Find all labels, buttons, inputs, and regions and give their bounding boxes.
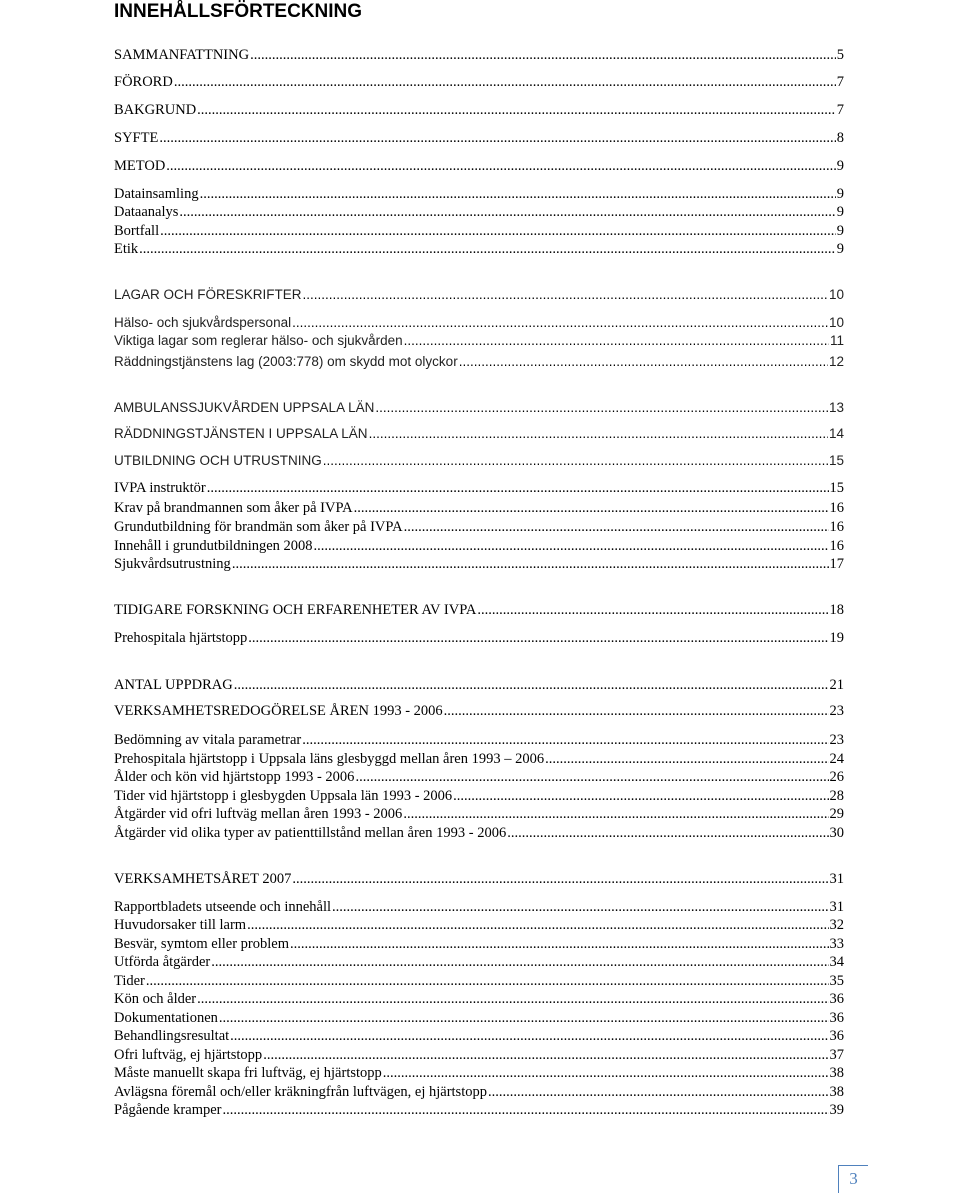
toc-entry-label: VERKSAMHETSREDOGÖRELSE ÅREN 1993 - 2006 — [114, 703, 443, 719]
toc-leader-dots — [507, 824, 828, 842]
toc-entry[interactable] — [114, 537, 844, 555]
toc-entry[interactable] — [114, 750, 844, 768]
toc-entry-page: 7 — [836, 102, 844, 118]
toc-leader-dots — [444, 702, 829, 720]
toc-entry-label: BAKGRUND — [114, 102, 197, 118]
toc-entry[interactable] — [114, 73, 844, 91]
toc-entry-label: Hälso- och sjukvårdspersonal — [114, 315, 292, 330]
toc-entry-label: LAGAR OCH FÖRESKRIFTER — [114, 287, 302, 302]
toc-entry-page: 11 — [829, 333, 844, 348]
toc-entry[interactable] — [114, 1009, 844, 1027]
toc-entry[interactable] — [114, 676, 844, 694]
toc-entry[interactable] — [114, 425, 844, 443]
toc-leader-dots — [314, 537, 829, 555]
toc-entry-page: 14 — [828, 426, 844, 441]
toc-entry-label: Ålder och kön vid hjärtstopp 1993 - 2006 — [114, 769, 355, 785]
toc-entry-label: Pågående kramper — [114, 1102, 222, 1118]
toc-entry-label: Innehåll i grundutbildningen 2008 — [114, 538, 313, 554]
toc-leader-dots — [292, 314, 828, 332]
toc-leader-dots — [369, 425, 828, 443]
toc-entry-label: Räddningstjänstens lag (2003:778) om skydd mot olyckor — [114, 354, 458, 369]
toc-leader-dots — [247, 916, 828, 934]
toc-leader-dots — [159, 129, 835, 147]
toc-entry-label: Åtgärder vid ofri luftväg mellan åren 1993 - 2006 — [114, 806, 403, 822]
toc-entry-page: 9 — [836, 204, 844, 220]
toc-entry-label: IVPA instruktör — [114, 480, 206, 496]
toc-entry[interactable] — [114, 332, 844, 350]
toc-entry[interactable] — [114, 601, 844, 619]
toc-entry-label: Avlägsna föremål och/eller kräkningfrån luftvägen, ej hjärtstopp — [114, 1084, 487, 1100]
toc-entry-label: Tider — [114, 973, 145, 989]
toc-entry-label: AMBULANSSJUKVÅRDEN UPPSALA LÄN — [114, 400, 375, 415]
toc-entry-label: Bedömning av vitala parametrar — [114, 732, 302, 748]
toc-entry-label: Utförda åtgärder — [114, 954, 211, 970]
toc-entry-page: 8 — [836, 130, 844, 146]
toc-entry-label: SYFTE — [114, 130, 159, 146]
toc-entry-label: Grundutbildning för brandmän som åker på IVPA — [114, 519, 403, 535]
toc-entry-page: 10 — [828, 287, 844, 302]
toc-entry-label: Prehospitala hjärtstopp i Uppsala läns glesbyggd mellan åren 1993 – 2006 — [114, 751, 545, 767]
toc-leader-dots — [139, 240, 836, 258]
toc-entry-page: 9 — [836, 241, 844, 257]
toc-entry[interactable] — [114, 399, 844, 417]
toc-entry-label: Ofri luftväg, ej hjärtstopp — [114, 1047, 263, 1063]
toc-entry[interactable] — [114, 768, 844, 786]
page-title: INNEHÅLLSFÖRTECKNING — [114, 1, 363, 22]
toc-entry[interactable] — [114, 222, 844, 240]
toc-entry[interactable] — [114, 898, 844, 916]
toc-entry-label: Rapportbladets utseende och innehåll — [114, 899, 332, 915]
toc-leader-dots — [197, 990, 828, 1008]
toc-entry-label: Besvär, symtom eller problem — [114, 936, 289, 952]
toc-entry-label: SAMMANFATTNING — [114, 47, 250, 63]
toc-entry-label: Tider vid hjärtstopp i glesbygden Uppsala län 1993 - 2006 — [114, 788, 453, 804]
toc-entry-label: FÖRORD — [114, 74, 173, 90]
toc-entry-label: Prehospitala hjärtstopp — [114, 630, 248, 646]
toc-entry[interactable] — [114, 935, 844, 953]
toc-leader-dots — [332, 898, 828, 916]
toc-entry[interactable] — [114, 1064, 844, 1082]
toc-leader-dots — [477, 601, 828, 619]
toc-leader-dots — [166, 157, 835, 175]
toc-leader-dots — [248, 629, 828, 647]
toc-entry[interactable] — [114, 972, 844, 990]
toc-entry-page: 9 — [836, 223, 844, 239]
toc-leader-dots — [290, 935, 829, 953]
toc-entry-page: 16 — [829, 538, 844, 554]
toc-leader-dots — [232, 555, 829, 573]
toc-entry-page: 36 — [829, 1010, 844, 1026]
toc-entry[interactable] — [114, 953, 844, 971]
toc-entry-page: 38 — [829, 1084, 844, 1100]
toc-entry-label: Kön och ålder — [114, 991, 197, 1007]
toc-leader-dots — [375, 399, 828, 417]
toc-entry-page: 29 — [829, 806, 844, 822]
toc-leader-dots — [146, 972, 829, 990]
toc-leader-dots — [404, 518, 829, 536]
toc-entry[interactable] — [114, 518, 844, 536]
toc-entry-page: 38 — [829, 1065, 844, 1081]
toc-entry-page: 16 — [829, 500, 844, 516]
toc-leader-dots — [250, 46, 836, 64]
toc-leader-dots — [207, 479, 829, 497]
toc-entry-label: Dataanalys — [114, 204, 179, 220]
toc-entry-page: 9 — [836, 186, 844, 202]
toc-entry-page: 39 — [829, 1102, 844, 1118]
toc-entry-page: 31 — [829, 871, 844, 887]
toc-entry-label: Dokumentationen — [114, 1010, 218, 1026]
toc-entry[interactable] — [114, 824, 844, 842]
toc-entry-page: 24 — [829, 751, 844, 767]
toc-entry-label: Behandlingsresultat — [114, 1028, 230, 1044]
toc-entry-label: Datainsamling — [114, 186, 199, 202]
toc-leader-dots — [383, 1064, 829, 1082]
toc-leader-dots — [263, 1046, 828, 1064]
toc-entry-label: Viktiga lagar som reglerar hälso- och sjukvården — [114, 333, 403, 348]
toc-entry-label: Måste manuellt skapa fri luftväg, ej hjärtstopp — [114, 1065, 382, 1081]
toc-entry-page: 9 — [836, 158, 844, 174]
toc-entry-label: ANTAL UPPDRAG — [114, 677, 233, 693]
toc-leader-dots — [488, 1083, 829, 1101]
toc-entry[interactable] — [114, 870, 844, 888]
toc-entry-page: 36 — [829, 991, 844, 1007]
toc-leader-dots — [404, 332, 829, 350]
toc-entry-page: 15 — [829, 480, 844, 496]
toc-entry-page: 21 — [829, 677, 844, 693]
toc-entry[interactable] — [114, 1101, 844, 1119]
toc-entry-page: 10 — [828, 315, 844, 330]
toc-entry-page: 5 — [836, 47, 844, 63]
toc-entry-page: 32 — [829, 917, 844, 933]
toc-entry-page: 35 — [829, 973, 844, 989]
toc-entry[interactable] — [114, 702, 844, 720]
toc-leader-dots — [354, 499, 829, 517]
toc-entry-page: 18 — [829, 602, 844, 618]
toc-leader-dots — [323, 452, 828, 470]
toc-entry-label: Etik — [114, 241, 139, 257]
toc-entry-page: 7 — [836, 74, 844, 90]
toc-leader-dots — [303, 286, 828, 304]
toc-entry-page: 19 — [829, 630, 844, 646]
toc-entry-page: 28 — [829, 788, 844, 804]
toc-entry[interactable] — [114, 185, 844, 203]
toc-entry-page: 13 — [828, 400, 844, 415]
toc-leader-dots — [459, 353, 828, 371]
toc-entry[interactable] — [114, 731, 844, 749]
toc-leader-dots — [453, 787, 828, 805]
toc-entry-page: 12 — [828, 354, 844, 369]
toc-entry[interactable] — [114, 314, 844, 332]
toc-leader-dots — [197, 101, 836, 119]
toc-leader-dots — [174, 73, 836, 91]
toc-leader-dots — [403, 805, 828, 823]
toc-entry-page: 36 — [829, 1028, 844, 1044]
toc-entry-label: Bortfall — [114, 223, 160, 239]
toc-entry-page: 17 — [829, 556, 844, 572]
toc-entry-label: Sjukvårdsutrustning — [114, 556, 231, 572]
toc-entry[interactable] — [114, 452, 844, 470]
toc-entry[interactable] — [114, 101, 844, 119]
page-number: 3 — [838, 1165, 868, 1193]
toc-entry[interactable] — [114, 805, 844, 823]
toc-entry-page: 33 — [829, 936, 844, 952]
toc-entry[interactable] — [114, 629, 844, 647]
toc-entry-page: 31 — [829, 899, 844, 915]
toc-entry[interactable] — [114, 203, 844, 221]
toc-entry-label: RÄDDNINGSTJÄNSTEN I UPPSALA LÄN — [114, 426, 368, 441]
toc-entry[interactable] — [114, 129, 844, 147]
toc-entry-page: 26 — [829, 769, 844, 785]
toc-entry[interactable] — [114, 990, 844, 1008]
toc-entry[interactable] — [114, 555, 844, 573]
toc-entry[interactable] — [114, 916, 844, 934]
toc-entry[interactable] — [114, 1083, 844, 1101]
toc-entry[interactable] — [114, 1027, 844, 1045]
toc-leader-dots — [160, 222, 836, 240]
toc-leader-dots — [223, 1101, 829, 1119]
toc-entry-page: 23 — [829, 732, 844, 748]
toc-entry-label: TIDIGARE FORSKNING OCH ERFARENHETER AV IVPA — [114, 602, 477, 618]
toc-entry-page: 16 — [829, 519, 844, 535]
toc-leader-dots — [211, 953, 828, 971]
toc-entry-label: METOD — [114, 158, 166, 174]
toc-leader-dots — [302, 731, 828, 749]
toc-entry-page: 23 — [829, 703, 844, 719]
toc-entry[interactable] — [114, 353, 844, 371]
toc-entry[interactable] — [114, 157, 844, 175]
toc-entry-label: Krav på brandmannen som åker på IVPA — [114, 500, 353, 516]
toc-entry[interactable] — [114, 286, 844, 304]
toc-entry[interactable] — [114, 1046, 844, 1064]
toc-entry[interactable] — [114, 46, 844, 64]
toc-entry[interactable] — [114, 479, 844, 497]
toc-leader-dots — [234, 676, 829, 694]
toc-leader-dots — [292, 870, 828, 888]
toc-leader-dots — [200, 185, 836, 203]
toc-entry-page: 15 — [828, 453, 844, 468]
toc-entry-page: 30 — [829, 825, 844, 841]
toc-leader-dots — [179, 203, 835, 221]
toc-entry[interactable] — [114, 787, 844, 805]
toc-entry-page: 37 — [829, 1047, 844, 1063]
toc-leader-dots — [230, 1027, 828, 1045]
toc-leader-dots — [355, 768, 828, 786]
toc-leader-dots — [219, 1009, 829, 1027]
toc-entry-label: Åtgärder vid olika typer av patienttillstånd mellan åren 1993 - 2006 — [114, 825, 507, 841]
toc-entry[interactable] — [114, 240, 844, 258]
toc-entry-page: 34 — [829, 954, 844, 970]
toc-leader-dots — [545, 750, 828, 768]
toc-entry-label: UTBILDNING OCH UTRUSTNING — [114, 453, 322, 468]
toc-entry-label: VERKSAMHETSÅRET 2007 — [114, 871, 292, 887]
toc-entry[interactable] — [114, 499, 844, 517]
toc-entry-label: Huvudorsaker till larm — [114, 917, 247, 933]
